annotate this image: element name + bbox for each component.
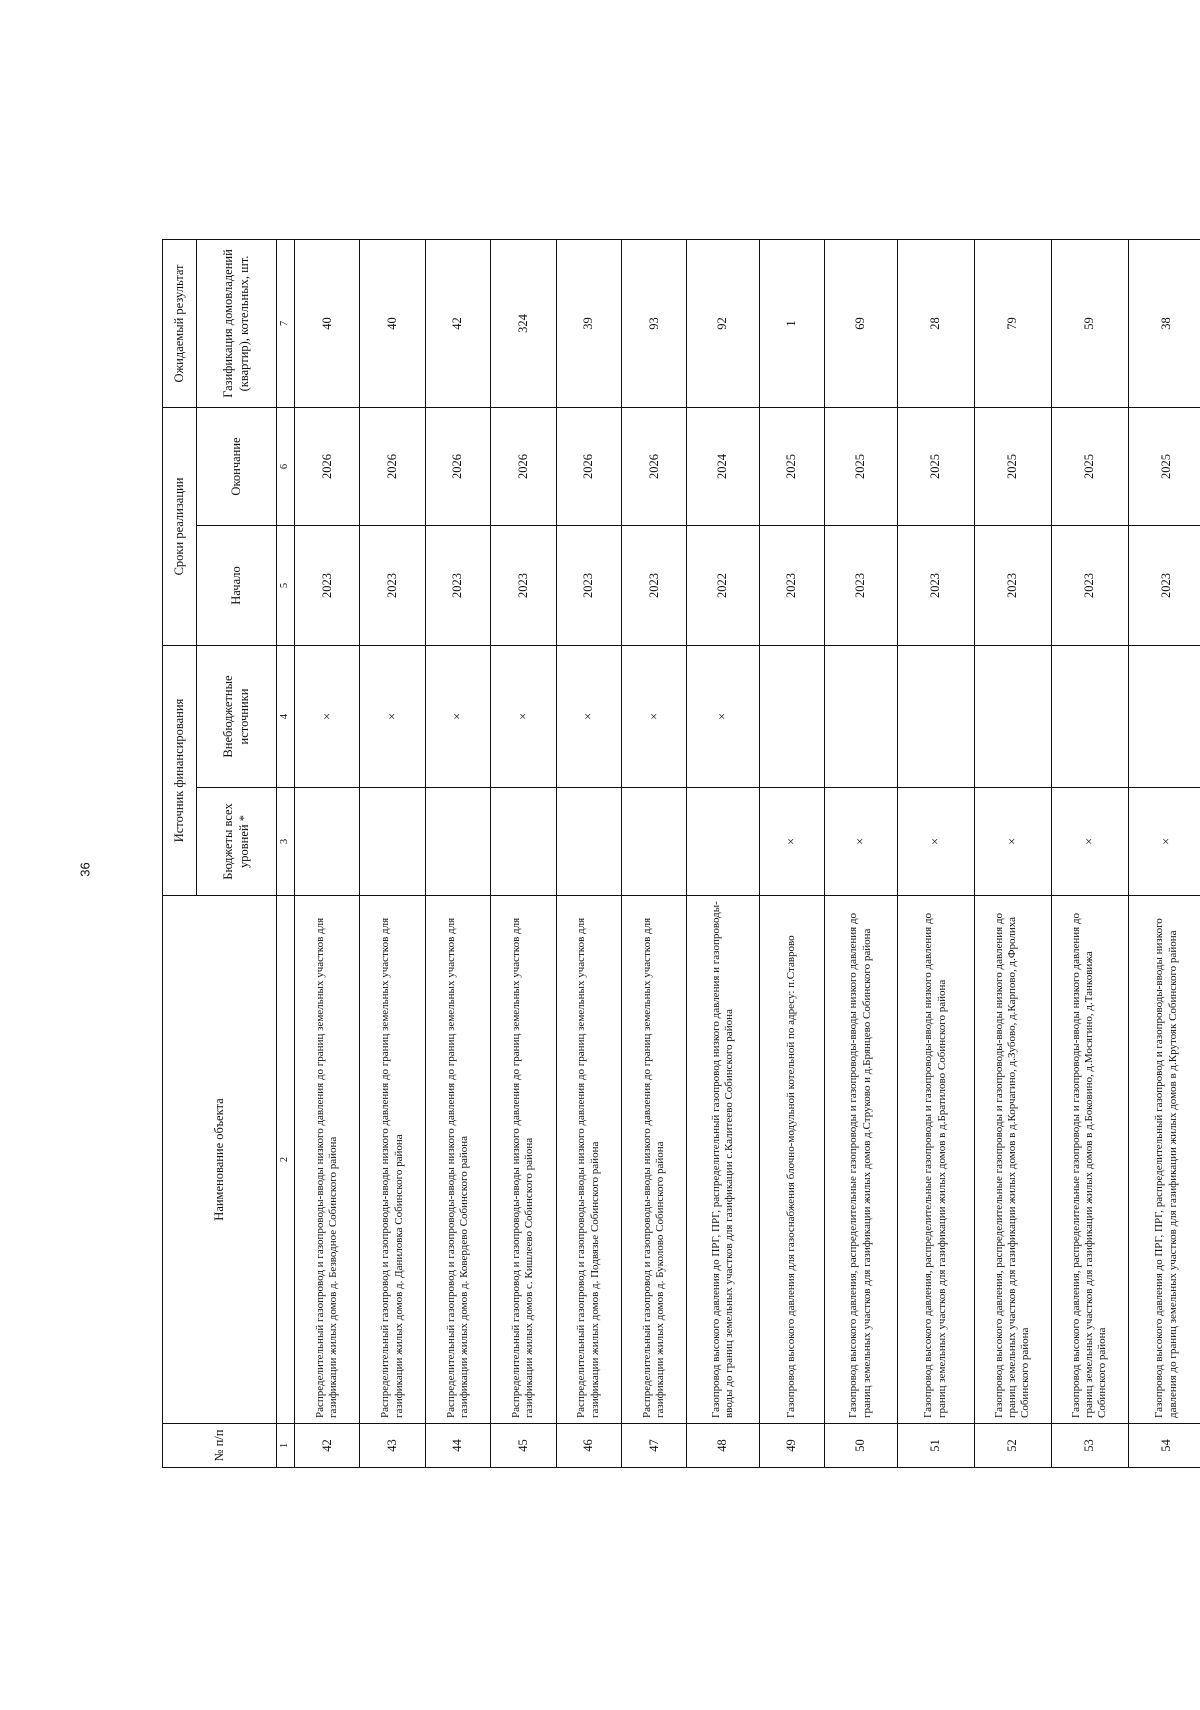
- result-count: 39: [556, 239, 621, 407]
- object-name: Газопровод высокого давления до ПРГ, ПРГ, распределительный газопровод и газопроводы-вводы низкого давления до границ земельных участков для газификации жилых домов в д.Крутояк Собинского района: [1128, 896, 1200, 1424]
- header-end: Окончание: [197, 407, 277, 525]
- result-count: 324: [491, 239, 556, 407]
- end-year: 2025: [759, 407, 824, 525]
- budget-mark: [295, 788, 360, 896]
- row-number: 53: [1051, 1424, 1128, 1468]
- object-name: Распределительный газопровод и газопроводы-вводы низкого давления до границ земельных участков для газификации жилых домов д. Даниловка Собинского района: [360, 896, 425, 1424]
- table-row: [491, 239, 556, 1467]
- table-row: [556, 239, 621, 1467]
- start-year: 2023: [491, 526, 556, 646]
- row-number: 47: [621, 1424, 686, 1468]
- offbudget-mark: ×: [491, 646, 556, 788]
- header-result: Ожидаемый результат: [163, 239, 197, 407]
- object-name: Распределительный газопровод и газопроводы-вводы низкого давления до границ земельных участков для газификации жилых домов д. Буколово Собинского района: [621, 896, 686, 1424]
- rotated-table-container: [162, 240, 1200, 1468]
- table-row: [295, 239, 360, 1467]
- end-year: 2025: [825, 407, 897, 525]
- object-name: Распределительный газопровод и газопроводы-вводы низкого давления до границ земельных участков для газификации жилых домов д. Подвязье Собинского района: [556, 896, 621, 1424]
- row-number: 43: [360, 1424, 425, 1468]
- budget-mark: [556, 788, 621, 896]
- start-year: 2023: [295, 526, 360, 646]
- end-year: 2025: [1051, 407, 1128, 525]
- end-year: 2026: [295, 407, 360, 525]
- start-year: 2023: [759, 526, 824, 646]
- start-year: 2023: [825, 526, 897, 646]
- result-count: 79: [974, 239, 1051, 407]
- end-year: 2025: [1128, 407, 1200, 525]
- budget-mark: [360, 788, 425, 896]
- object-name: Газопровод высокого давления, распределительные газопроводы и газопроводы-вводы низкого давления до границ земельных участков для газификации жилых домов в д.Корчагино, д.Зубово, д.Карпово, д.Фролиха Собинского района: [974, 896, 1051, 1424]
- budget-mark: [425, 788, 490, 896]
- offbudget-mark: ×: [425, 646, 490, 788]
- budget-mark: [491, 788, 556, 896]
- column-index-cell: 3: [277, 788, 295, 896]
- row-number: 50: [825, 1424, 897, 1468]
- offbudget-mark: [1128, 646, 1200, 788]
- start-year: 2023: [556, 526, 621, 646]
- object-name: Газопровод высокого давления для газоснабжения блочно-модульной котельной по адресу: п.Ставрово: [759, 896, 824, 1424]
- row-number: 46: [556, 1424, 621, 1468]
- end-year: 2026: [360, 407, 425, 525]
- table-row: [621, 239, 686, 1467]
- table-row: [1051, 239, 1128, 1467]
- budget-mark: ×: [825, 788, 897, 896]
- start-year: 2023: [425, 526, 490, 646]
- column-index-cell: 7: [277, 239, 295, 407]
- header-offbudget: Внебюджетные источники: [197, 646, 277, 788]
- row-number: 45: [491, 1424, 556, 1468]
- page-number: 36: [77, 862, 93, 877]
- table-row: [425, 239, 490, 1467]
- object-name: Газопровод высокого давления до ПРГ, ПРГ, распределительный газопровод низкого давления и газопроводы-вводы до границ земельных участков для газификации с.Калитеево Собинского района: [687, 896, 759, 1424]
- result-count: 1: [759, 239, 824, 407]
- start-year: 2023: [621, 526, 686, 646]
- result-count: 69: [825, 239, 897, 407]
- header-budgets: Бюджеты всех уровней *: [197, 788, 277, 896]
- offbudget-mark: ×: [556, 646, 621, 788]
- end-year: 2026: [425, 407, 490, 525]
- budget-mark: ×: [1051, 788, 1128, 896]
- table-row: [1128, 239, 1200, 1467]
- table-row: [360, 239, 425, 1467]
- budget-mark: ×: [1128, 788, 1200, 896]
- result-count: 28: [897, 239, 974, 407]
- result-count: 40: [360, 239, 425, 407]
- gasification-table: [162, 239, 1200, 1468]
- start-year: 2023: [1051, 526, 1128, 646]
- end-year: 2024: [687, 407, 759, 525]
- start-year: 2023: [360, 526, 425, 646]
- end-year: 2026: [491, 407, 556, 525]
- start-year: 2023: [897, 526, 974, 646]
- result-count: 38: [1128, 239, 1200, 407]
- column-index-cell: 4: [277, 646, 295, 788]
- header-financing: Источник финансирования: [163, 646, 197, 896]
- table-row: [759, 239, 824, 1467]
- offbudget-mark: [974, 646, 1051, 788]
- row-number: 44: [425, 1424, 490, 1468]
- column-index-row: [277, 239, 295, 1467]
- end-year: 2025: [897, 407, 974, 525]
- budget-mark: ×: [897, 788, 974, 896]
- table-row: [687, 239, 759, 1467]
- offbudget-mark: ×: [295, 646, 360, 788]
- offbudget-mark: [825, 646, 897, 788]
- offbudget-mark: ×: [621, 646, 686, 788]
- column-index-cell: 1: [277, 1424, 295, 1468]
- budget-mark: [621, 788, 686, 896]
- result-count: 40: [295, 239, 360, 407]
- result-count: 92: [687, 239, 759, 407]
- row-number: 42: [295, 1424, 360, 1468]
- object-name: Газопровод высокого давления, распределительные газопроводы и газопроводы-вводы низкого давления до границ земельных участков для газификации жилых домов д.Струково и д.Брянцево Собинского района: [825, 896, 897, 1424]
- offbudget-mark: [1051, 646, 1128, 788]
- row-number: 52: [974, 1424, 1051, 1468]
- start-year: 2022: [687, 526, 759, 646]
- table-row: [825, 239, 897, 1467]
- row-number: 51: [897, 1424, 974, 1468]
- object-name: Распределительный газопровод и газопроводы-вводы низкого давления до границ земельных участков для газификации жилых домов с. Кишлеево Собинского района: [491, 896, 556, 1424]
- header-terms: Сроки реализации: [163, 407, 197, 645]
- header-start: Начало: [197, 526, 277, 646]
- column-index-cell: 6: [277, 407, 295, 525]
- budget-mark: ×: [974, 788, 1051, 896]
- table-row: [897, 239, 974, 1467]
- row-number: 48: [687, 1424, 759, 1468]
- end-year: 2026: [621, 407, 686, 525]
- result-count: 42: [425, 239, 490, 407]
- result-count: 93: [621, 239, 686, 407]
- offbudget-mark: [759, 646, 824, 788]
- start-year: 2023: [1128, 526, 1200, 646]
- object-name: Распределительный газопровод и газопроводы-вводы низкого давления до границ земельных участков для газификации жилых домов д. Ковердево Собинского района: [425, 896, 490, 1424]
- end-year: 2026: [556, 407, 621, 525]
- offbudget-mark: ×: [687, 646, 759, 788]
- column-index-cell: 2: [277, 896, 295, 1424]
- row-number: 49: [759, 1424, 824, 1468]
- result-count: 59: [1051, 239, 1128, 407]
- header-num: № п/п: [163, 1424, 277, 1468]
- row-number: 54: [1128, 1424, 1200, 1468]
- offbudget-mark: ×: [360, 646, 425, 788]
- header-gasification: Газификация домовладений (квартир), котельных, шт.: [197, 239, 277, 407]
- budget-mark: [687, 788, 759, 896]
- object-name: Распределительный газопровод и газопроводы-вводы низкого давления до границ земельных участков для газификации жилых домов д. Безводное Собинского района: [295, 896, 360, 1424]
- table-row: [974, 239, 1051, 1467]
- table-body: [295, 239, 1200, 1467]
- header-name: Наименование объекта: [163, 896, 277, 1424]
- object-name: Газопровод высокого давления, распределительные газопроводы и газопроводы-вводы низкого давления до границ земельных участков для газификации жилых домов в д.Братилово Собинского района: [897, 896, 974, 1424]
- end-year: 2025: [974, 407, 1051, 525]
- budget-mark: ×: [759, 788, 824, 896]
- object-name: Газопровод высокого давления, распределительные газопроводы и газопроводы-вводы низкого давления до границ земельных участков для газификации жилых домов в д.Боковино, д.Мосягино, д.Танковижа Собинского района: [1051, 896, 1128, 1424]
- start-year: 2023: [974, 526, 1051, 646]
- column-index-cell: 5: [277, 526, 295, 646]
- offbudget-mark: [897, 646, 974, 788]
